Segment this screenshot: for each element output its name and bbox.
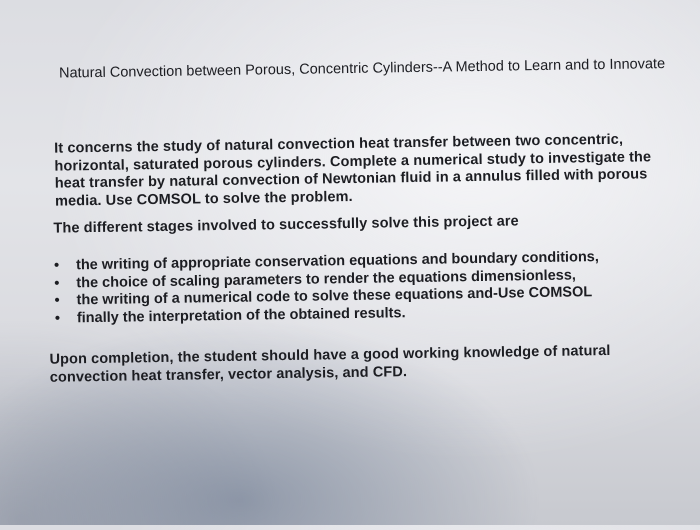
stages-list [48,248,669,328]
document-title: Natural Convection between Porous, Concentric Cylinders--A Method to Learn and to Innovate [58,56,666,82]
list-item-text: the writing of a numerical code to solve these equations and-Use COMSOL [76,284,593,309]
bullet-icon: • [54,292,60,309]
stages-intro: The different stages involved to successfully solve this project are [53,213,519,237]
intro-paragraph: It concerns the study of natural convection heat transfer between two concentric, horizontal, saturated porous cylinders. Complete a numerical study to investigate the heat transfer by natural convection of Newtonian fluid in a annulus filled with porous media. Use COMSOL to solve the problem. [54,131,652,210]
completion-paragraph: Upon completion, the student should have a good working knowledge of natural convection heat transfer, vector analysis, and CFD. [49,342,611,386]
list-item-text: the choice of scaling parameters to render the equations dimensionless, [76,266,576,291]
bullet-icon: • [54,310,61,327]
bullet-icon: • [53,257,60,274]
list-item-text: the writing of appropriate conservation equations and boundary conditions, [75,249,599,274]
list-item-text: finally the interpretation of the obtained results. [76,304,406,326]
bullet-icon: • [54,275,60,292]
